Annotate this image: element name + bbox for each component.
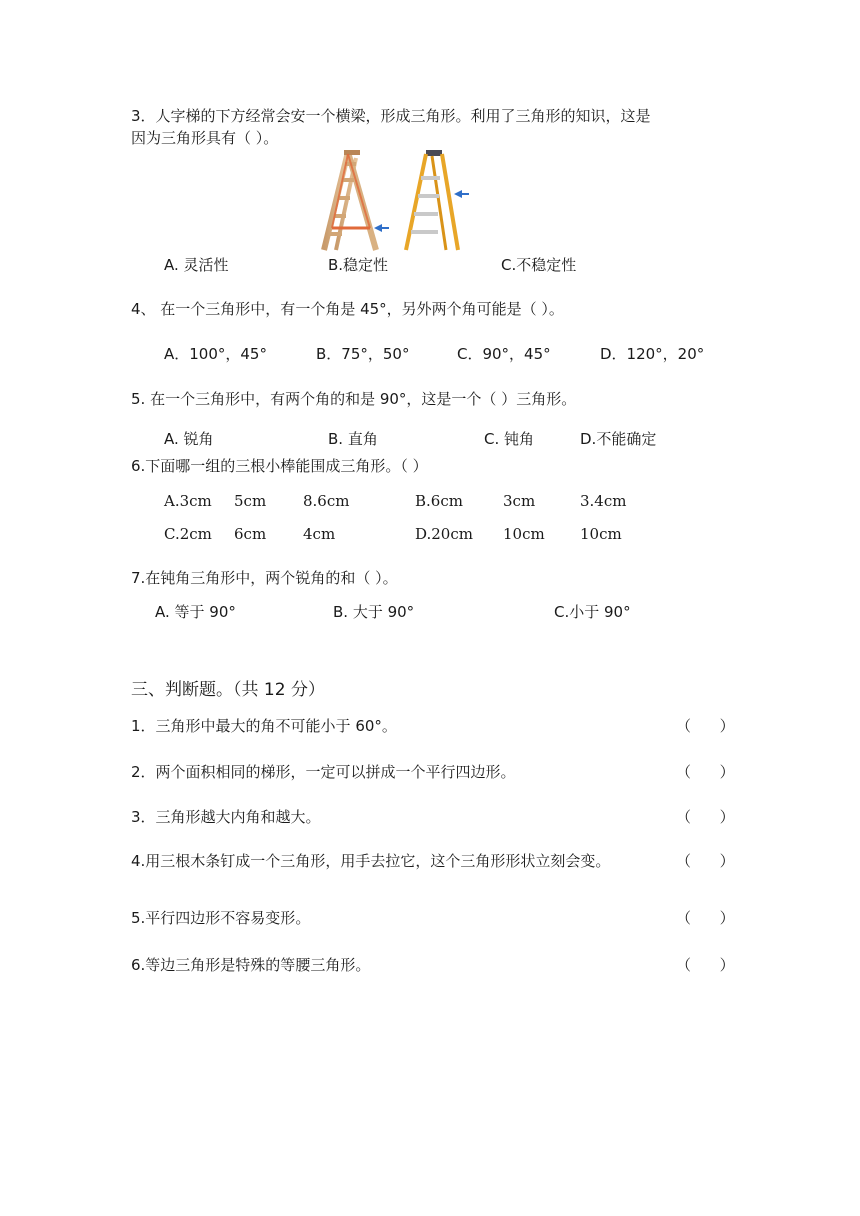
q5-option-c[interactable]: C. 钝角 <box>484 430 535 448</box>
metal-ladder-image <box>402 148 470 252</box>
q6-option-c-len2: 6cm <box>234 525 267 543</box>
q7-option-b[interactable]: B. 大于 90° <box>333 603 415 621</box>
q7-option-c[interactable]: C.小于 90° <box>554 603 631 621</box>
tf-item-5: 5.平行四边形不容易变形。 <box>131 909 311 927</box>
q3-option-b[interactable]: B.稳定性 <box>328 256 389 274</box>
q5-option-a[interactable]: A. 锐角 <box>164 430 214 448</box>
q5-option-b[interactable]: B. 直角 <box>328 430 378 448</box>
q6-option-b-label[interactable]: B.6cm <box>415 492 463 510</box>
tf-answer-bracket-3[interactable]: （ ） <box>676 808 735 826</box>
q4-option-d[interactable]: D．120°，20° <box>600 345 705 363</box>
q3-option-c[interactable]: C.不稳定性 <box>501 256 577 274</box>
tf-item-4: 4.用三根木条钉成一个三角形，用手去拉它，这个三角形形状立刻会变。 <box>131 852 611 870</box>
q5-text: 5. 在一个三角形中，有两个角的和是 90°，这是一个（ ）三角形。 <box>131 390 577 408</box>
wooden-ladder-image <box>318 148 390 252</box>
tf-answer-bracket-4[interactable]: （ ） <box>676 852 735 870</box>
tf-item-3: 3．三角形越大内角和越大。 <box>131 808 321 826</box>
tf-answer-bracket-6[interactable]: （ ） <box>676 956 735 974</box>
tf-item-6: 6.等边三角形是特殊的等腰三角形。 <box>131 956 371 974</box>
tf-item-2: 2．两个面积相同的梯形，一定可以拼成一个平行四边形。 <box>131 763 516 781</box>
q4-text: 4、 在一个三角形中，有一个角是 45°，另外两个角可能是（ ）。 <box>131 300 564 318</box>
q6-option-b-len2: 3cm <box>503 492 536 510</box>
tf-answer-bracket-2[interactable]: （ ） <box>676 763 735 781</box>
tf-answer-bracket-1[interactable]: （ ） <box>676 717 735 735</box>
q3-line1: 3．人字梯的下方经常会安一个横梁，形成三角形。利用了三角形的知识，这是 <box>131 107 651 125</box>
q5-option-d[interactable]: D.不能确定 <box>580 430 657 448</box>
q6-option-d-len3: 10cm <box>580 525 622 543</box>
q6-option-a-len2: 5cm <box>234 492 267 510</box>
q6-option-d-len2: 10cm <box>503 525 545 543</box>
q6-text: 6.下面哪一组的三根小棒能围成三角形。（ ） <box>131 457 428 475</box>
q4-option-c[interactable]: C．90°，45° <box>457 345 551 363</box>
q3-line2: 因为三角形具有（ ）。 <box>131 129 279 147</box>
q6-option-b-len3: 3.4cm <box>580 492 627 510</box>
q6-option-c-label[interactable]: C.2cm <box>164 525 212 543</box>
q6-option-a-len3: 8.6cm <box>303 492 350 510</box>
q7-option-a[interactable]: A. 等于 90° <box>155 603 236 621</box>
q7-text: 7.在钝角三角形中，两个锐角的和（ ）。 <box>131 569 398 587</box>
tf-answer-bracket-5[interactable]: （ ） <box>676 909 735 927</box>
q6-option-c-len3: 4cm <box>303 525 336 543</box>
q3-option-a[interactable]: A. 灵活性 <box>164 256 229 274</box>
section3-title: 三、判断题。（共 12 分） <box>131 680 325 700</box>
q6-option-d-label[interactable]: D.20cm <box>415 525 473 543</box>
q4-option-a[interactable]: A．100°，45° <box>164 345 267 363</box>
tf-item-1: 1．三角形中最大的角不可能小于 60°。 <box>131 717 397 735</box>
q4-option-b[interactable]: B．75°，50° <box>316 345 410 363</box>
q6-option-a-label[interactable]: A.3cm <box>164 492 212 510</box>
